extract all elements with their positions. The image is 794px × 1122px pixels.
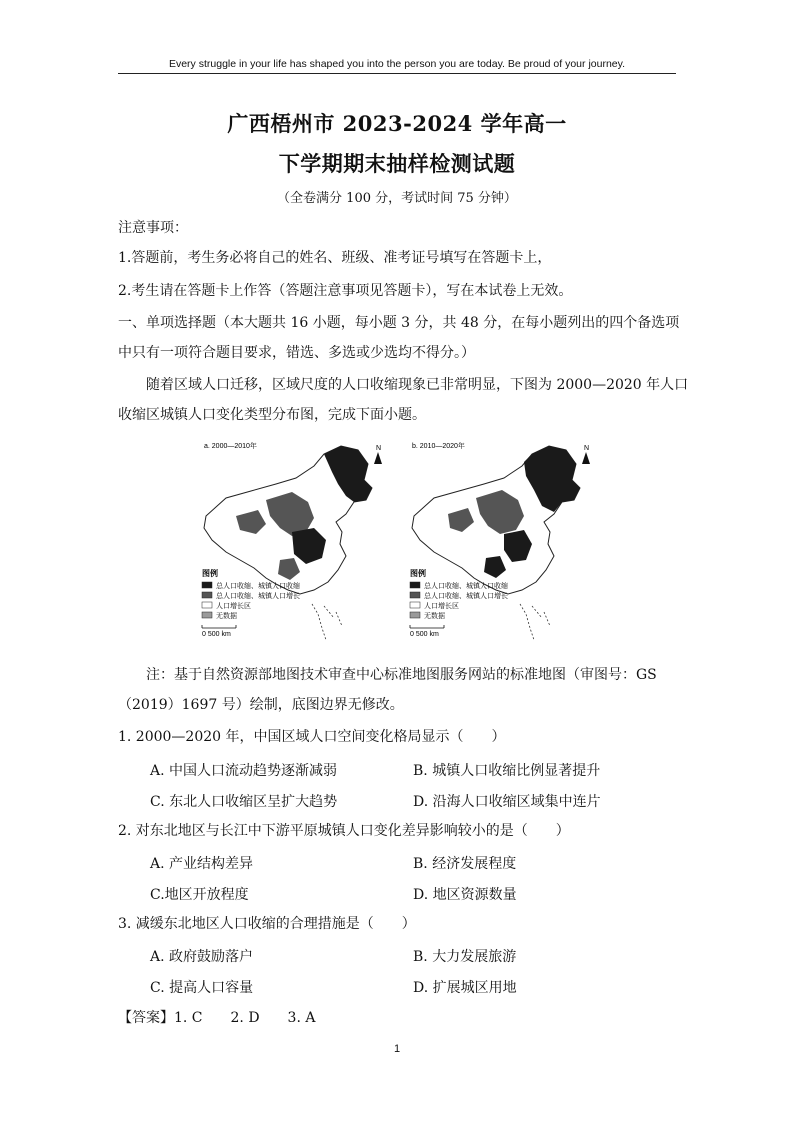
map-b-scale-bar [410, 625, 444, 628]
map-a-south-sea-inset [312, 604, 342, 640]
intro-line-1: 随着区域人口迁移，区域尺度的人口收缩现象已非常明显，下图为 2000—2020 年人口 [146, 377, 689, 393]
map-a-svg [196, 436, 392, 646]
figure-note-line-2: （2019）1697 号）绘制，底图边界无修改。 [118, 697, 404, 713]
header-rule [118, 73, 676, 74]
map-b-legend-label-3: 人口增长区 [424, 603, 459, 610]
question-2-option-d: D. 地区资源数量 [413, 887, 517, 903]
notes-heading: 注意事项： [118, 220, 188, 236]
exam-title-line1: 广西梧州市 2023-2024 学年高一 [227, 111, 567, 136]
map-a-legend-swatch-3 [202, 602, 212, 608]
map-b-south-sea-inset [520, 604, 550, 640]
notes-item-2: 2.考生请在答题卡上作答（答题注意事项见答题卡），写在本试卷上无效。 [118, 283, 573, 299]
map-a-north-arrow [374, 452, 382, 464]
page-number: 1 [393, 1043, 401, 1055]
map-b-legend-swatch-4 [410, 612, 420, 618]
map-b-north-arrow [582, 452, 590, 464]
question-3-option-d: D. 扩展城区用地 [413, 980, 517, 996]
answer-line [118, 1008, 315, 1028]
section-line-1: 一、单项选择题（本大题共 16 小题，每小题 3 分，共 48 分，在每小题列出的四个备选项 [118, 315, 680, 331]
map-a [196, 436, 392, 646]
map-a-scale-bar [202, 625, 236, 628]
map-a-scale-label: 0 500 km [202, 631, 231, 638]
map-a-legend-swatch-2 [202, 592, 212, 598]
map-a-legend-title: 图例 [202, 569, 218, 578]
map-a-legend-label-3: 人口增长区 [216, 603, 251, 610]
map-b-legend-title: 图例 [410, 569, 426, 578]
question-3-stem: 3. 减缓东北地区人口收缩的合理措施是（ ） [118, 916, 416, 932]
answer-text: 1. C 2. D 3. A [174, 1010, 316, 1026]
map-b-title: b. 2010—2020年 [412, 443, 465, 450]
map-a-legend-swatch-4 [202, 612, 212, 618]
map-b-scale-label: 0 500 km [410, 631, 439, 638]
header-motto: Every struggle in your life has shaped you into the person you are today. Be proud of your journey. [168, 58, 626, 70]
notes-item-1: 1.答题前，考生务必将自己的姓名、班级、准考证号填写在答题卡上， [118, 250, 552, 266]
map-a-title: a. 2000—2010年 [204, 443, 257, 450]
intro-line-2: 收缩区城镇人口变化类型分布图，完成下面小题。 [118, 407, 426, 423]
map-a-legend-label-1: 总人口收缩、城镇人口收缩 [216, 583, 300, 590]
map-a-legend-label-4: 无数据 [216, 613, 237, 620]
question-3-option-a: A. 政府鼓励落户 [150, 949, 254, 965]
answer-label: 【答案】 [118, 1010, 174, 1026]
figure-note-line-1: 注：基于自然资源部地图技术审查中心标准地图服务网站的标准地图（审图号：GS [146, 667, 657, 683]
map-b-legend-label-4: 无数据 [424, 613, 445, 620]
map-b-legend-swatch-3 [410, 602, 420, 608]
question-1-option-d: D. 沿海人口收缩区域集中连片 [413, 794, 601, 810]
question-1-option-c: C. 东北人口收缩区呈扩大趋势 [150, 794, 338, 810]
question-1-stem: 1. 2000—2020 年，中国区域人口空间变化格局显示（ ） [118, 729, 506, 745]
map-a-north-label: N [376, 445, 382, 452]
map-a-legend-swatch-1 [202, 582, 212, 588]
map-b-legend-swatch-1 [410, 582, 420, 588]
question-3-option-c: C. 提高人口容量 [150, 980, 254, 996]
map-b-legend-label-1: 总人口收缩、城镇人口收缩 [424, 583, 508, 590]
exam-title-line2: 下学期期末抽样检测试题 [278, 151, 516, 176]
map-b-legend-label-2: 总人口收缩、城镇人口增长 [424, 593, 508, 600]
map-a-legend-label-2: 总人口收缩、城镇人口增长 [216, 593, 300, 600]
question-1-option-a: A. 中国人口流动趋势逐渐减弱 [150, 763, 338, 779]
question-2-stem: 2. 对东北地区与长江中下游平原城镇人口变化差异影响较小的是（ ） [118, 823, 570, 839]
question-3-option-b: B. 大力发展旅游 [413, 949, 517, 965]
map-b-north-label: N [584, 445, 590, 452]
exam-subtitle: （全卷满分 100 分，考试时间 75 分钟） [277, 191, 517, 206]
question-2-option-a: A. 产业结构差异 [150, 856, 254, 872]
map-b-legend-swatch-2 [410, 592, 420, 598]
map-b-svg [404, 436, 600, 646]
map-b [404, 436, 600, 646]
section-line-2: 中只有一项符合题目要求，错选、多选或少选均不得分。） [118, 345, 475, 361]
question-2-option-c: C.地区开放程度 [150, 887, 249, 903]
question-1-option-b: B. 城镇人口收缩比例显著提升 [413, 763, 601, 779]
question-2-option-b: B. 经济发展程度 [413, 856, 517, 872]
